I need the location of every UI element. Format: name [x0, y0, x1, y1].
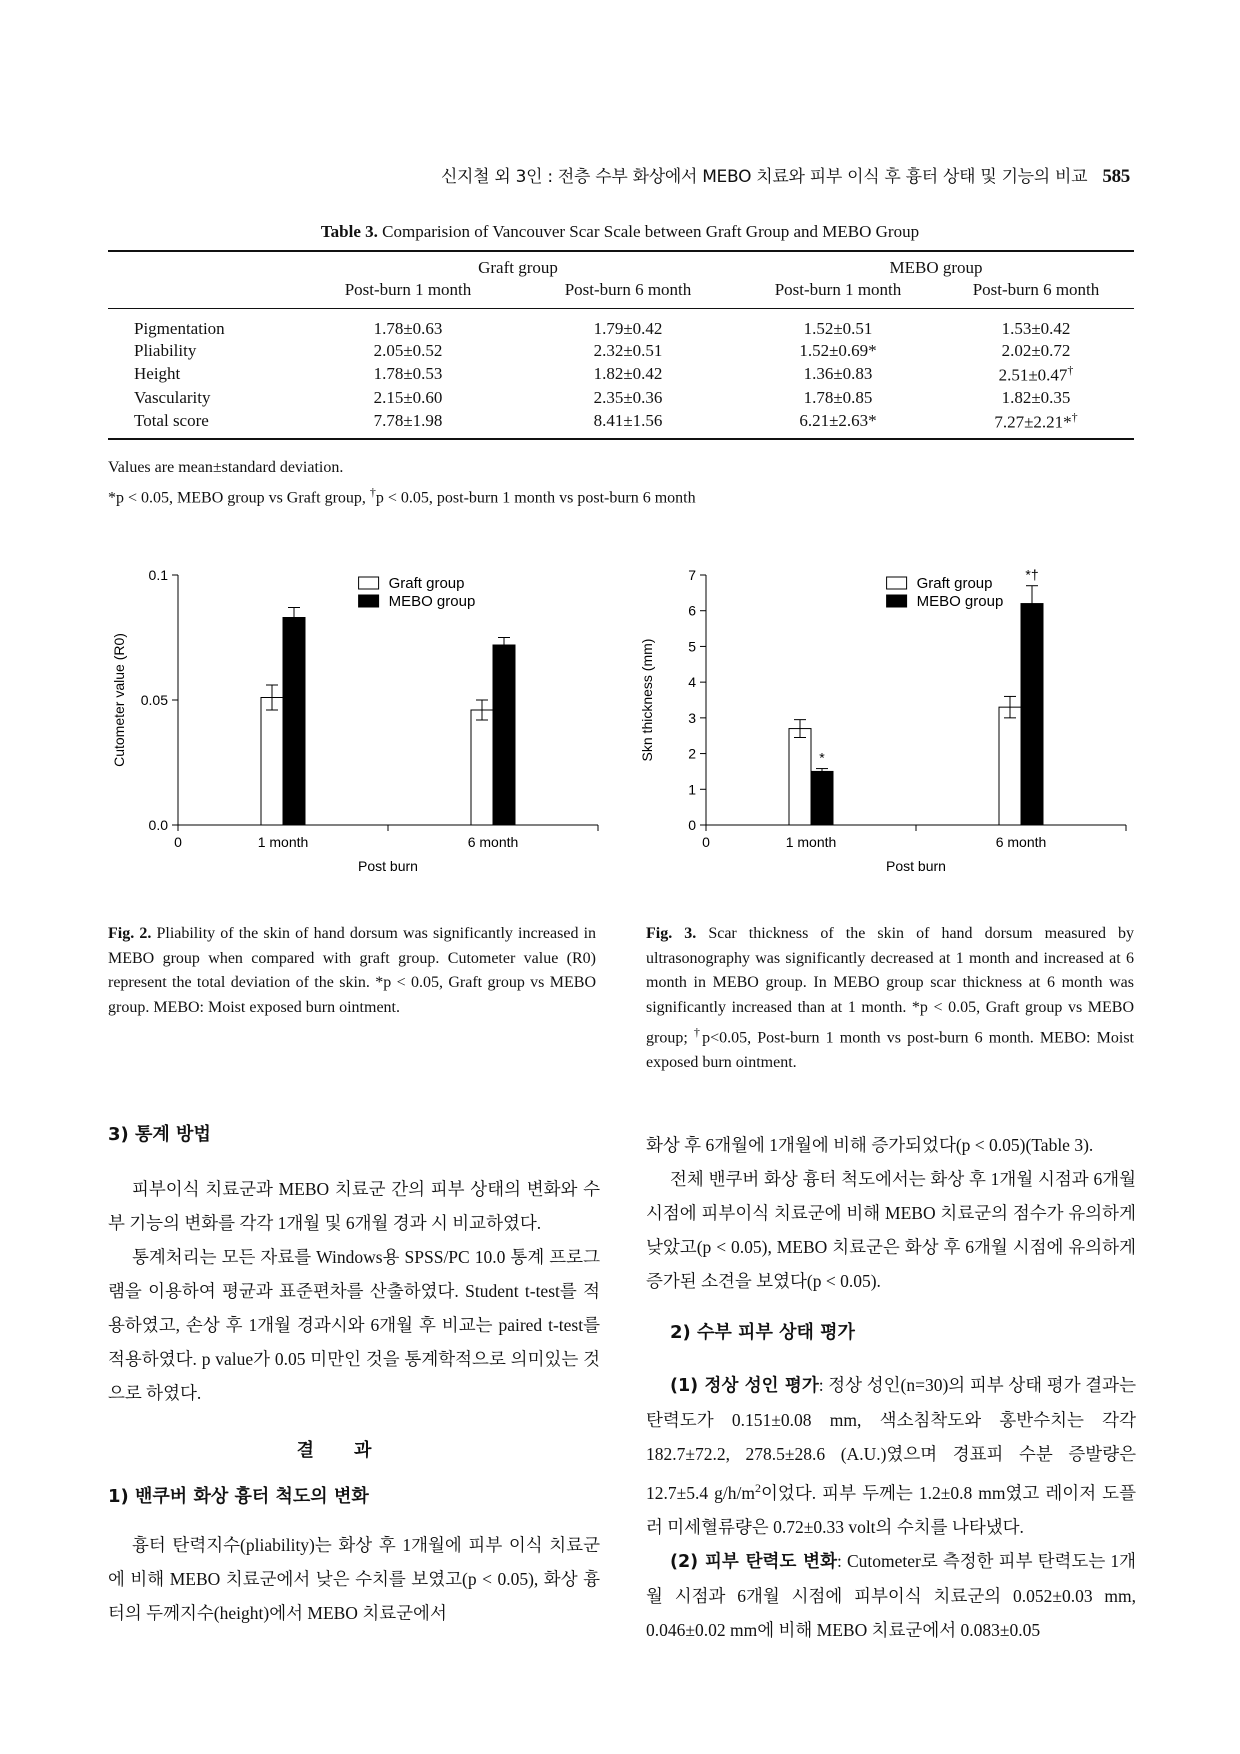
dagger-mark: †	[369, 485, 376, 499]
fig2-caption-text: Pliability of the skin of hand dorsum was significantly increased in MEBO group when compared with graft group. Cutometer value (R0) represent the total deviation of the skin. *p < 0.05, Graft group vs MEBO group. MEBO: Moist exposed burn ointment.	[108, 925, 597, 1016]
cell-value: 2.51±0.47	[998, 365, 1068, 385]
x-axis-label: Post burn	[358, 858, 418, 874]
table-cell: 8.41±1.56	[518, 409, 738, 440]
table-cell: 6.21±2.63*	[738, 409, 938, 440]
table-row	[108, 309, 1134, 341]
legend-swatch	[359, 595, 379, 607]
table-cell: 1.36±0.83	[803, 364, 873, 384]
dagger-mark: †	[693, 1025, 703, 1039]
table-caption	[108, 222, 1132, 242]
vss-table	[108, 250, 1134, 440]
group-header-mebo: MEBO group	[889, 258, 983, 277]
section-heading-results: 결과	[296, 1440, 412, 1461]
bar	[261, 698, 283, 826]
row-label: Vascularity	[134, 387, 211, 407]
table-cell: 1.82±0.42	[593, 364, 663, 384]
row-label: Pigmentation	[134, 319, 225, 338]
legend-label: Graft group	[388, 575, 465, 592]
table-cell: 1.78±0.63	[373, 319, 443, 338]
y-tick-label: 0.1	[148, 567, 168, 583]
legend-label: Graft group	[916, 575, 993, 592]
legend-swatch	[887, 577, 907, 589]
table-cell: 2.35±0.36	[593, 387, 663, 407]
y-tick-label: 7	[688, 567, 696, 583]
x-tick-label: 1 month	[785, 834, 837, 850]
y-tick-label: 2	[688, 745, 696, 762]
subsection-label: (1) 정상 성인 평가	[670, 1376, 819, 1396]
significance-mark: *†	[1025, 566, 1039, 583]
fig3-caption	[646, 922, 1134, 1075]
table-cell: 2.32±0.51	[593, 341, 663, 360]
y-tick-label: 0	[688, 817, 696, 833]
table-cell: 2.15±0.60	[373, 387, 443, 407]
table-caption-text: Comparision of Vancouver Scar Scale between Graft Group and MEBO Group	[382, 222, 920, 241]
paragraph-text: : Cutometer로 측정한 피부 탄력도는 1개월 시점과 6개월 시점에 피부이식 치료군의 0.052±0.03 mm, 0.046±0.02 mm에 비해 MEBO 치료군에서 0.083±0.05	[646, 1550, 1136, 1640]
table-cell: 1.52±0.69*	[799, 341, 877, 360]
subheader: Post-burn 6 month	[518, 279, 738, 309]
table-cell: 1.78±0.53	[373, 364, 443, 384]
bar	[811, 771, 833, 825]
footnote-text: *p < 0.05, MEBO group vs Graft group,	[108, 489, 366, 507]
table-cell: 2.05±0.52	[373, 341, 443, 360]
row-label: Height	[134, 364, 181, 384]
paragraph: 피부이식 치료군과 MEBO 치료군 간의 피부 상태의 변화와 수부 기능의 변화를 각각 1개월 및 6개월 경과 시 비교하였다.	[108, 1179, 600, 1233]
fig2-caption-label: Fig. 2.	[108, 925, 152, 942]
row-label: Total score	[108, 409, 298, 440]
table-cell: 2.02±0.72	[1001, 341, 1071, 360]
y-axis-label: Skn thickness (mm)	[639, 638, 655, 762]
paragraph: 흉터 탄력지수(pliability)는 화상 후 1개월에 피부 이식 치료군에 비해 MEBO 치료군에서 낮은 수치를 보였고(p < 0.05), 화상 흉터의 두께지수(height)에서 MEBO 치료군에서	[108, 1535, 600, 1623]
footnote-text: p < 0.05, post-burn 1 month vs post-burn 6 month	[375, 489, 696, 507]
y-tick-label: 6	[688, 602, 696, 619]
x-tick-label: 6 month	[467, 834, 519, 850]
paragraph	[646, 1544, 1136, 1647]
bar	[471, 710, 493, 825]
paragraph: 전체 밴쿠버 화상 흉터 척도에서는 화상 후 1개월 시점과 6개월 시점에 피부이식 치료군에 비해 MEBO 치료군의 점수가 유의하게 낮았고(p < 0.05), MEBO 치료군은 화상 후 6개월 시점에 유의하게 증가된 소견을 보였다(p < 0.05).	[646, 1169, 1136, 1291]
group-header-graft: Graft group	[478, 258, 558, 277]
fig3-caption-label: Fig. 3.	[646, 925, 697, 942]
table-cell: 7.78±1.98	[298, 409, 518, 440]
y-tick-label: 0.05	[140, 692, 168, 708]
figure-3	[636, 560, 1156, 910]
table-cell: 1.82±0.35	[1001, 387, 1071, 407]
subheader: Post-burn 6 month	[938, 279, 1134, 309]
fig3-caption-text: Scar thickness of the skin of hand dorsum measured by ultrasonography was significantly decreased at 1 month and increased at 6 month in MEBO group. In MEBO group scar thickness at 6 month was significantly increased than at 1 month. *p < 0.05, Graft group vs MEBO group;	[646, 925, 1134, 1047]
bar	[789, 729, 811, 825]
x-tick-label: 1 month	[257, 834, 309, 850]
subheader: Post-burn 1 month	[298, 279, 518, 309]
y-tick-label: 0.0	[148, 817, 168, 833]
section-heading-eval: 2) 수부 피부 상태 평가	[670, 1322, 855, 1343]
legend-swatch	[359, 577, 379, 589]
superscript: 2	[755, 1481, 762, 1495]
table-cell: 1.52±0.51	[803, 319, 873, 338]
page-number: 585	[1102, 166, 1130, 187]
table-row	[108, 362, 1134, 387]
table-footnote-line	[108, 480, 696, 510]
section-heading-stats: 3) 통계 방법	[108, 1124, 211, 1145]
section-heading-vss: 1) 밴쿠버 화상 흉터 척도의 변화	[108, 1486, 369, 1507]
bar	[1021, 604, 1043, 825]
row-label: Pliability	[134, 341, 197, 360]
table-cell: 1.78±0.85	[803, 387, 873, 407]
bar	[493, 645, 515, 825]
x-origin-label: 0	[702, 834, 710, 850]
dagger-mark: †	[1067, 363, 1074, 377]
table-cell: 1.79±0.42	[593, 319, 663, 338]
running-title: 신지철 외 3인 : 전층 수부 화상에서 MEBO 치료와 피부 이식 후 흉터 상태 및 기능의 비교	[440, 167, 1088, 187]
bar	[283, 618, 305, 826]
subheader: Post-burn 1 month	[738, 279, 938, 309]
legend-label: MEBO group	[388, 593, 476, 610]
table-label: Table 3.	[320, 222, 378, 241]
paragraph: 통계처리는 모든 자료를 Windows용 SPSS/PC 10.0 통계 프로그램을 이용하여 평균과 표준편차를 산출하였다. Student t-test를 적용하였고, 손상 후 1개월 경과시와 6개월 후 비교는 paired t-test를 적용하였다. p value가 0.05 미만인 것을 통계학적으로 의미있는 것으로 하였다.	[108, 1247, 600, 1403]
subsection-label: (2) 피부 탄력도 변화	[670, 1551, 837, 1572]
paragraph-text: : 정상 성인(n=30)의 피부 상태 평가 결과는 탄력도가 0.151±0.08 mm, 색소침착도와 홍반수치는 각각 182.7±72.2, 278.5±28.6 (A.U.)였으며 경표피 수분 증발량은 12.7±5.4 g/h/m	[646, 1375, 1136, 1503]
figure-2	[108, 560, 628, 910]
x-origin-label: 0	[174, 834, 182, 850]
paragraph	[646, 1368, 1136, 1544]
y-tick-label: 3	[688, 709, 696, 726]
paragraph-text: 이었다. 피부 두께는 1.2±0.8 mm였고 레이저 도플러 미세혈류량은 0.72±0.33 volt의 수치를 나타냈다.	[646, 1482, 1136, 1537]
y-axis-label: Cutometer value (R0)	[111, 633, 127, 767]
y-tick-label: 4	[688, 674, 696, 691]
legend-swatch	[887, 595, 907, 607]
dagger-mark: †	[1071, 409, 1078, 424]
table-footnote	[108, 455, 696, 510]
fig3-caption-text: p<0.05, Post-burn 1 month vs post-burn 6 month. MEBO: Moist exposed burn ointment.	[646, 1029, 1134, 1071]
table-footnote-line: Values are mean±standard deviation.	[108, 459, 344, 476]
legend-label: MEBO group	[916, 593, 1004, 610]
running-head	[441, 162, 1130, 188]
x-axis-label: Post burn	[886, 858, 946, 874]
table-cell: 1.53±0.42	[1001, 319, 1071, 338]
paragraph: 화상 후 6개월에 1개월에 비해 증가되었다(p < 0.05)(Table 3).	[646, 1135, 1094, 1155]
table-cell	[938, 409, 1134, 440]
significance-mark: *	[819, 749, 825, 766]
table-row	[108, 409, 1134, 440]
table-row	[108, 340, 1134, 362]
right-column	[646, 1128, 1136, 1647]
table-cell	[938, 362, 1134, 387]
fig2-chart	[108, 560, 628, 910]
left-column	[108, 1118, 600, 1630]
x-tick-label: 6 month	[995, 834, 1047, 850]
y-tick-label: 5	[688, 638, 696, 655]
cell-value: 7.27±2.21*	[994, 412, 1072, 432]
y-tick-label: 1	[688, 781, 696, 798]
bar	[999, 707, 1021, 825]
fig2-caption	[108, 922, 596, 1020]
table-row	[108, 387, 1134, 409]
fig3-chart	[636, 560, 1156, 910]
